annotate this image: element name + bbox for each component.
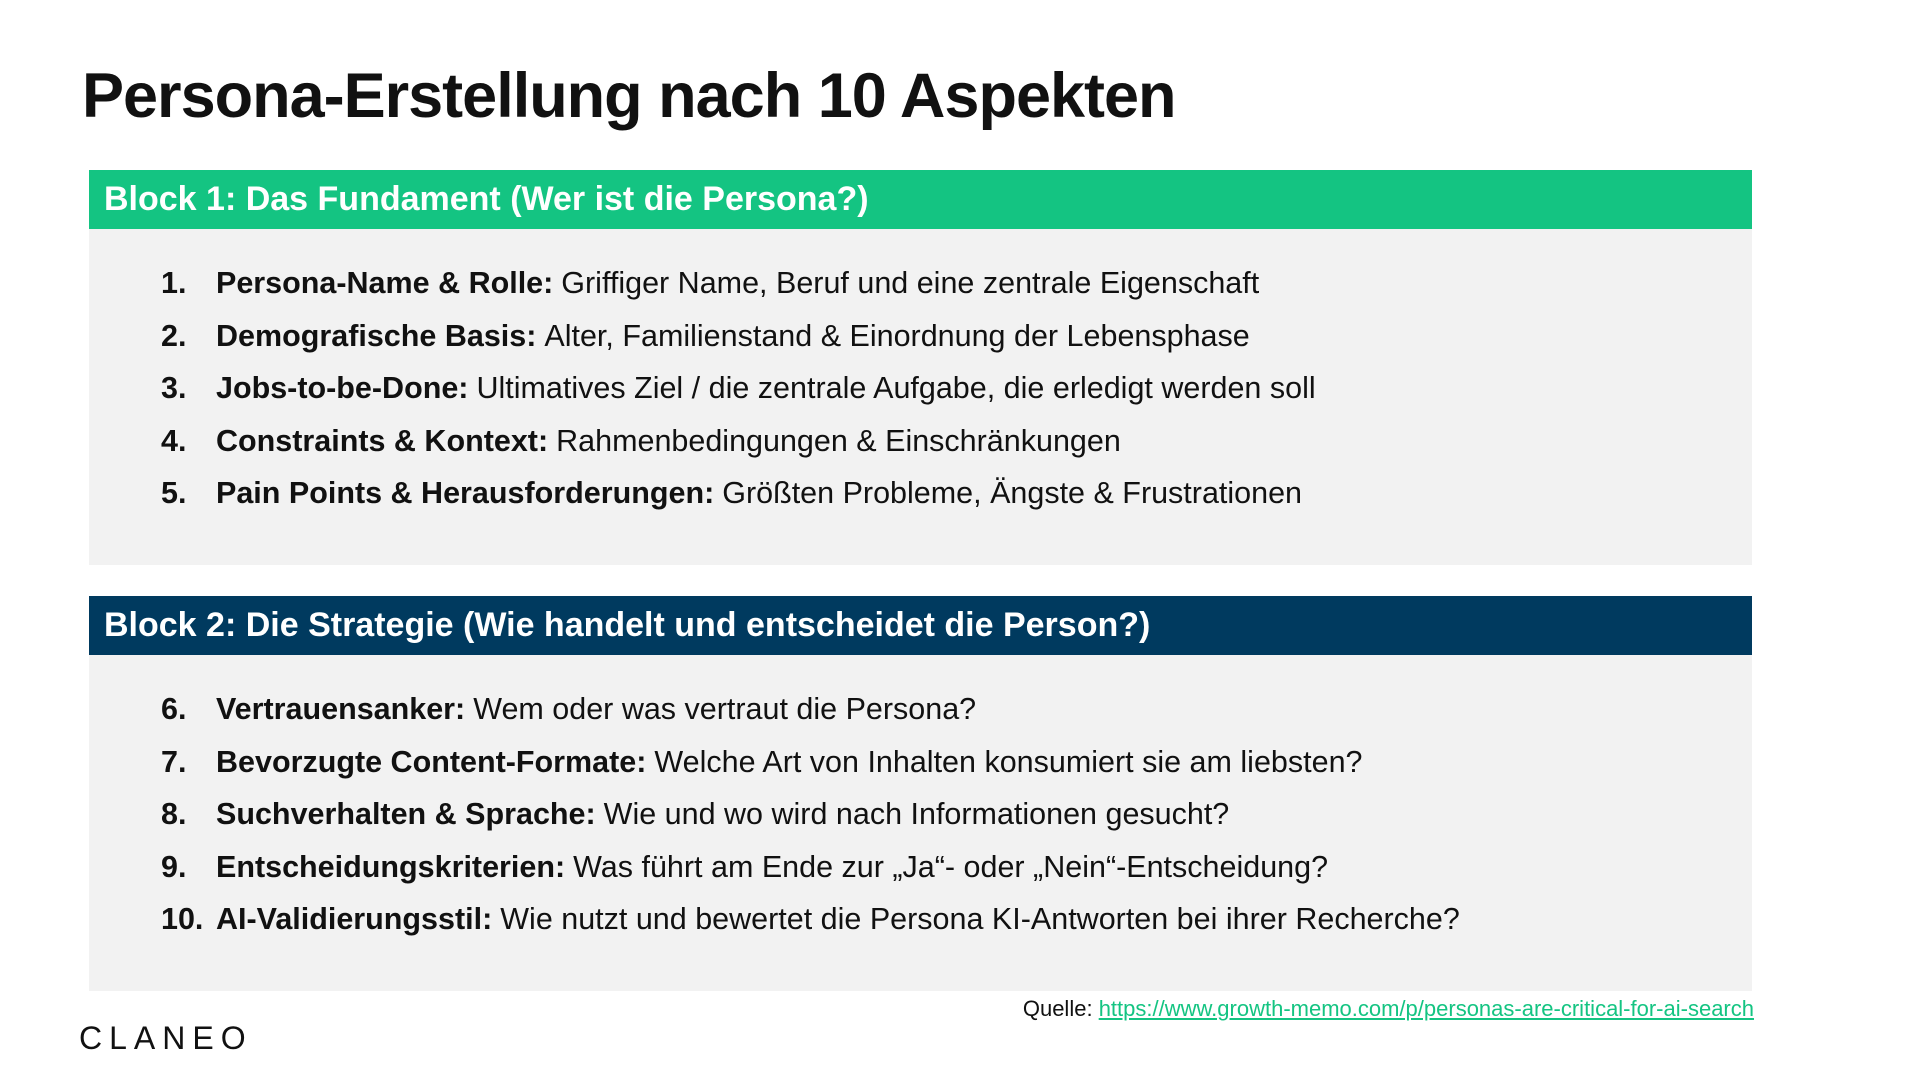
item-number: 4. (161, 423, 187, 458)
item-label: Bevorzugte Content-Formate: (216, 744, 647, 779)
block-1-list (89, 229, 1752, 529)
list-item (161, 266, 1752, 319)
item-description: Was führt am Ende zur „Ja“- oder „Nein“-Entscheidung? (573, 849, 1329, 884)
item-number: 3. (161, 371, 187, 405)
item-label: Persona-Name & Rolle: (216, 266, 554, 300)
block-2-list (89, 655, 1752, 955)
item-description: Rahmenbedingungen & Einschränkungen (556, 423, 1121, 458)
list-item (161, 476, 1752, 529)
block-2-heading: Block 2: Die Strategie (Wie handelt und entscheidet die Person?) (89, 596, 1752, 655)
list-item (161, 797, 1752, 850)
item-label: Vertrauensanker: (216, 692, 466, 726)
item-label: AI-Validierungsstil: (216, 902, 493, 936)
list-item (161, 371, 1752, 424)
list-item (161, 424, 1752, 477)
item-number: 6. (161, 692, 187, 726)
block-strategie (89, 596, 1752, 991)
source-link[interactable]: https://www.growth-memo.com/p/personas-are-critical-for-ai-search (1098, 996, 1754, 1021)
block-fundament (89, 170, 1752, 565)
item-number: 5. (161, 476, 187, 510)
list-item (161, 850, 1752, 903)
item-description: Wem oder was vertraut die Persona? (473, 692, 977, 726)
source-label: Quelle: (1022, 996, 1093, 1021)
list-item (161, 902, 1752, 955)
item-description: Ultimatives Ziel / die zentrale Aufgabe, die erledigt werden soll (476, 371, 1316, 405)
list-item (161, 745, 1752, 798)
item-label: Pain Points & Herausforderungen: (216, 476, 715, 510)
item-description: Wie und wo wird nach Informationen gesucht? (603, 797, 1230, 831)
item-number: 2. (161, 318, 187, 353)
item-description: Griffiger Name, Beruf und eine zentrale Eigenschaft (561, 266, 1260, 300)
item-number: 1. (161, 266, 187, 300)
block-1-heading: Block 1: Das Fundament (Wer ist die Persona?) (89, 170, 1752, 229)
item-label: Jobs-to-be-Done: (216, 371, 469, 405)
list-item (161, 319, 1752, 372)
item-description: Wie nutzt und bewertet die Persona KI-Antworten bei ihrer Recherche? (500, 902, 1460, 936)
item-number: 7. (161, 744, 187, 779)
item-number: 10. (161, 902, 204, 936)
item-label: Demografische Basis: (216, 318, 537, 353)
source-note (1023, 996, 1754, 1022)
item-description: Größten Probleme, Ängste & Frustrationen (722, 476, 1303, 510)
page-title: Persona-Erstellung nach 10 Aspekten (82, 61, 1176, 131)
item-description: Alter, Familienstand & Einordnung der Lebensphase (544, 318, 1250, 353)
item-number: 9. (161, 849, 187, 884)
claneo-logo: CLANEO (79, 1020, 253, 1056)
item-label: Suchverhalten & Sprache: (216, 797, 596, 831)
item-description: Welche Art von Inhalten konsumiert sie am liebsten? (654, 744, 1363, 779)
item-number: 8. (161, 797, 187, 831)
item-label: Entscheidungskriterien: (216, 849, 566, 884)
list-item (161, 692, 1752, 745)
item-label: Constraints & Kontext: (216, 423, 549, 458)
